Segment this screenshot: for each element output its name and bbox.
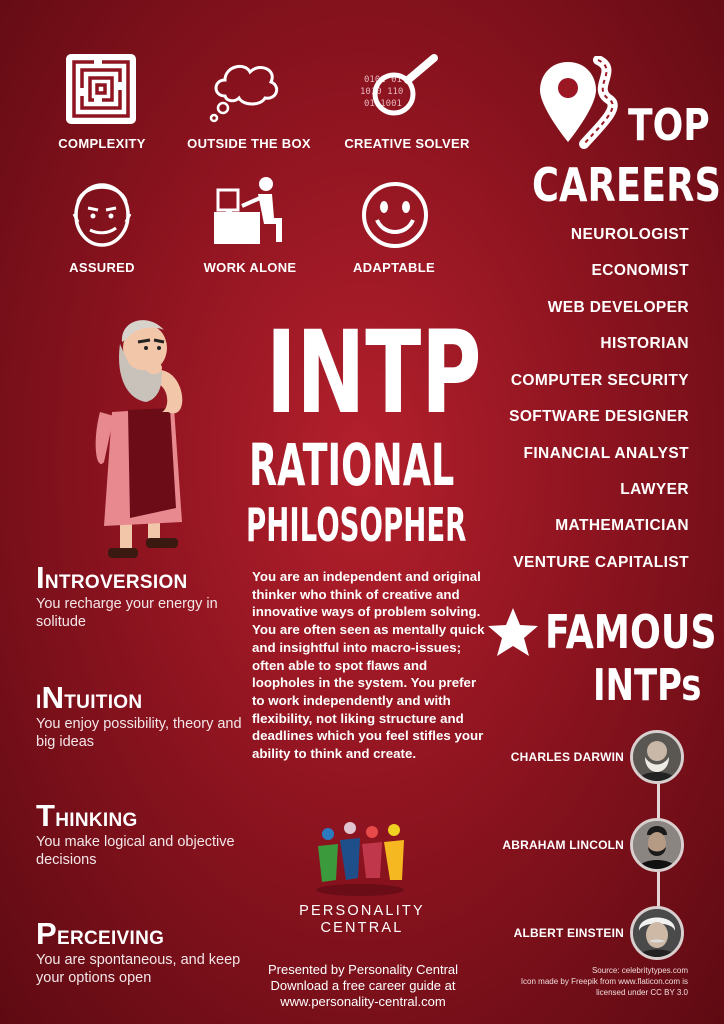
career-item: HISTORIAN xyxy=(600,335,689,352)
trait-label-work-alone: WORK ALONE xyxy=(203,260,297,275)
type-description: You are an independent and original thinker who think of creative and innovative ways of problem solving. You are often seen as mentally quick and insightful into macro-issues; often able to spot flaws and loopholes in the system. You prefer to work independently and with flexibility, not liking structure and deadlines which you feel stifles your ability to think and create. xyxy=(252,569,485,762)
einstein-portrait xyxy=(630,906,684,960)
dimension-intuition xyxy=(36,682,246,751)
dimension-perceiving xyxy=(36,918,246,987)
logo-text-line1: PERSONALITY xyxy=(299,903,425,919)
top-careers-heading-top: TOP xyxy=(628,100,710,151)
presented-by-line2: Download a free career guide at xyxy=(270,978,456,993)
dimension-description: You recharge your energy in solitude xyxy=(36,596,218,630)
trait-label-complexity: COMPLEXITY xyxy=(58,136,146,151)
trait-label-creative-solver: CREATIVE SOLVER xyxy=(344,136,470,151)
dimension-introversion xyxy=(36,562,246,631)
philosopher-illustration xyxy=(90,312,200,564)
presented-by-line1: Presented by Personality Central xyxy=(267,962,459,977)
dimension-description: You are spontaneous, and keep your options open xyxy=(36,952,241,986)
dimension-rest: ERCEIVING xyxy=(56,928,165,949)
personality-central-logo-icon xyxy=(310,818,410,898)
career-item: NEUROLOGIST xyxy=(570,226,689,243)
career-item: MATHEMATICIAN xyxy=(555,517,689,534)
trait-label-adaptable: ADAPTABLE xyxy=(353,260,435,275)
career-item: FINANCIAL ANALYST xyxy=(523,445,689,462)
star-icon xyxy=(486,606,540,658)
dimension-rest: HINKING xyxy=(55,810,138,831)
dimension-cap-letter: T xyxy=(36,798,56,833)
dimension-rest: TUITION xyxy=(64,692,143,713)
top-careers-heading-careers: CAREERS xyxy=(532,158,721,212)
desk-worker-icon xyxy=(212,176,288,248)
dimension-cap-letter: P xyxy=(36,916,57,951)
career-item: COMPUTER SECURITY xyxy=(510,372,689,389)
confident-face-icon xyxy=(70,178,134,248)
dimension-description: You make logical and objective decisions xyxy=(36,834,235,868)
career-item: LAWYER xyxy=(620,481,689,498)
map-pin-road-icon xyxy=(538,56,622,152)
famous-heading-intps: INTPs xyxy=(593,660,702,711)
source-credit-line1: Source: celebritytypes.com xyxy=(591,966,688,975)
svg-text:1010 110: 1010 110 xyxy=(360,87,404,97)
magnifier-binary-icon xyxy=(358,52,442,126)
career-item: ECONOMIST xyxy=(591,262,689,279)
svg-text:0101 01: 0101 01 xyxy=(364,75,402,85)
thought-cloud-icon xyxy=(205,52,285,126)
logo-text-line2: CENTRAL xyxy=(320,920,404,936)
darwin-portrait xyxy=(630,730,684,784)
dimension-thinking xyxy=(36,800,246,869)
career-item: SOFTWARE DESIGNER xyxy=(509,408,689,425)
presented-by-url[interactable]: www.personality-central.com xyxy=(280,994,446,1009)
trait-label-outside-the-box: OUTSIDE THE BOX xyxy=(187,136,311,151)
smiley-icon xyxy=(360,180,430,250)
famous-person-einstein: ALBERT EINSTEIN xyxy=(513,926,624,940)
dimension-rest: NTROVERSION xyxy=(44,572,188,593)
famous-person-lincoln: ABRAHAM LINCOLN xyxy=(502,838,624,852)
type-name-line2: PHILOSOPHER xyxy=(246,498,467,552)
lincoln-portrait xyxy=(630,818,684,872)
famous-person-darwin: CHARLES DARWIN xyxy=(510,750,624,764)
trait-label-assured: ASSURED xyxy=(69,260,135,275)
dimension-pre: I xyxy=(36,692,42,713)
dimension-cap-letter: I xyxy=(36,560,45,595)
career-item: VENTURE CAPITALIST xyxy=(513,554,689,571)
dimension-cap-letter: N xyxy=(41,680,65,715)
famous-heading: FAMOUS xyxy=(545,605,717,659)
type-name-line1: RATIONAL xyxy=(249,431,455,499)
svg-text:01 1001: 01 1001 xyxy=(364,99,402,109)
source-credit-line3: licensed under CC BY 3.0 xyxy=(596,988,688,997)
maze-icon xyxy=(64,52,138,126)
career-item: WEB DEVELOPER xyxy=(547,299,689,316)
source-credit-line2: Icon made by Freepik from www.flaticon.com is xyxy=(520,977,688,986)
type-code-title: INTP xyxy=(266,306,482,439)
dimension-description: You enjoy possibility, theory and big ideas xyxy=(36,716,242,750)
